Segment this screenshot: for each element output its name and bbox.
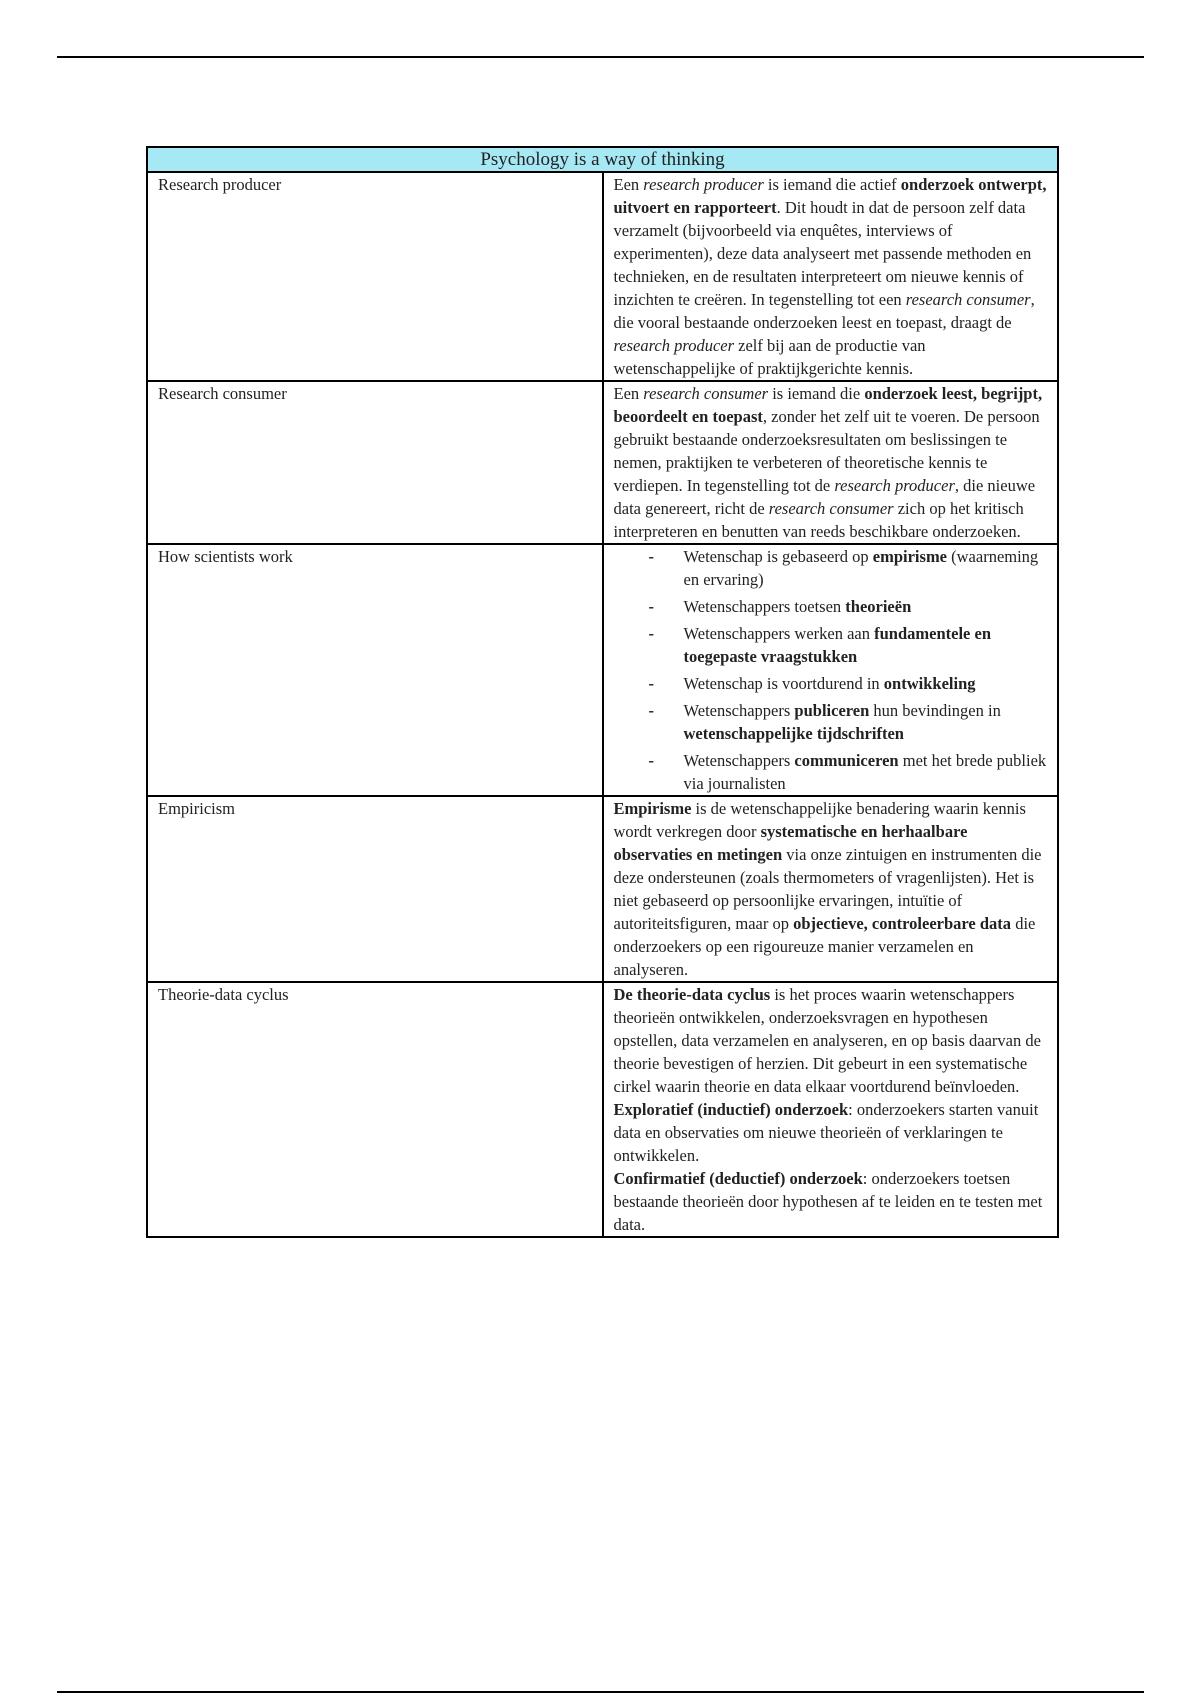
text-run: Een: [613, 384, 644, 403]
bold-term: theorieën: [845, 597, 912, 616]
text-run: met het brede publiek via journalisten: [683, 751, 1047, 793]
italic-term: research consumer: [768, 499, 894, 518]
text-run: Wetenschap is voortdurend in: [683, 674, 884, 693]
bullet-marker: -: [648, 624, 654, 643]
paragraph: [614, 983, 1048, 1098]
bullet-marker: -: [648, 751, 654, 770]
list-item-text: [684, 624, 992, 666]
list-item-text: [684, 597, 912, 616]
text-run: : onderzoekers starten vanuit data en observaties om nieuwe theorieën of verklaringen te ontwikkelen.: [613, 1100, 1039, 1165]
bold-term: systematische en herhaalbare observaties en metingen: [613, 822, 968, 864]
row-label: Research producer: [147, 172, 603, 381]
bullet-marker: -: [648, 701, 654, 720]
text-run: zich op het kritisch interpreteren en benutten van reeds beschikbare onderzoeken.: [613, 499, 1024, 541]
text-run: Wetenschappers: [683, 701, 795, 720]
definitions-table: [146, 146, 1059, 1238]
bullet-list: [614, 545, 1048, 795]
italic-term: research consumer: [905, 290, 1031, 309]
bold-term: Exploratief (inductief) onderzoek: [613, 1100, 849, 1119]
paragraph: [614, 1098, 1048, 1167]
table-title: Psychology is a way of thinking: [147, 147, 1058, 172]
list-item: [648, 545, 1048, 591]
bullet-marker: -: [648, 597, 654, 616]
list-item: [648, 699, 1048, 745]
text-run: , die nieuwe data genereert, richt de: [613, 476, 1036, 518]
row-label: Theorie-data cyclus: [147, 982, 603, 1237]
paragraph: [614, 797, 1048, 981]
bullet-marker: -: [648, 674, 654, 693]
bold-term: onderzoek leest, begrijpt, beoordeelt en toepast: [613, 384, 1043, 426]
text-run: Wetenschappers toetsen: [683, 597, 846, 616]
list-item: [648, 622, 1048, 668]
text-run: Een: [613, 175, 644, 194]
table-row: [147, 796, 1058, 982]
text-run: (waarneming en ervaring): [683, 547, 1039, 589]
text-run: , zonder het zelf uit te voeren. De persoon gebruikt bestaande onderzoeksresultaten om beslissingen te nemen, praktijken te verbeteren of theoretische kennis te verdiepen. In tegenstelling tot de: [613, 407, 1040, 495]
row-label: How scientists work: [147, 544, 603, 796]
text-run: Wetenschappers werken aan: [683, 624, 875, 643]
bold-term: publiceren: [794, 701, 870, 720]
list-item-text: [684, 751, 1047, 793]
row-content: [603, 544, 1059, 796]
text-run: die onderzoekers op een rigoureuze manier verzamelen en analyseren.: [613, 914, 1036, 979]
table-title-row: [147, 147, 1058, 172]
table-row: [147, 381, 1058, 544]
list-item-text: [684, 701, 1001, 743]
text-run: is iemand die: [768, 384, 865, 403]
list-item: [648, 749, 1048, 795]
text-run: hun bevindingen in: [869, 701, 1001, 720]
text-run: : onderzoekers toetsen bestaande theorieën door hypothesen af te leiden en te testen met data.: [613, 1169, 1043, 1234]
list-item: [648, 672, 1048, 695]
paragraph: [614, 173, 1048, 380]
bold-term: empirisme: [872, 547, 948, 566]
bold-term: objectieve, controleerbare data: [793, 914, 1012, 933]
italic-term: research producer: [643, 175, 764, 194]
bold-term: Empirisme: [613, 799, 692, 818]
header-rule: [57, 56, 1144, 58]
text-run: Wetenschappers: [683, 751, 795, 770]
bold-term: Confirmatief (deductief) onderzoek: [613, 1169, 863, 1188]
bold-term: onderzoek ontwerpt, uitvoert en rapporteert: [613, 175, 1047, 217]
list-item-text: [684, 674, 976, 693]
bullet-marker: -: [648, 547, 654, 566]
footer-rule: [57, 1691, 1144, 1693]
row-content: [603, 796, 1059, 982]
bold-term: wetenschappelijke tijdschriften: [683, 724, 904, 743]
italic-term: research producer: [613, 336, 735, 355]
table-row: [147, 172, 1058, 381]
row-label: Research consumer: [147, 381, 603, 544]
table-row: [147, 544, 1058, 796]
table-row: [147, 982, 1058, 1237]
paragraph: [614, 382, 1048, 543]
text-run: zelf bij aan de productie van wetenschappelijke of praktijkgerichte kennis.: [613, 336, 926, 378]
text-run: , die vooral bestaande onderzoeken leest en toepast, draagt de: [613, 290, 1035, 332]
italic-term: research producer: [834, 476, 955, 495]
bold-term: ontwikkeling: [883, 674, 976, 693]
row-content: [603, 381, 1059, 544]
row-content: [603, 982, 1059, 1237]
text-run: via onze zintuigen en instrumenten die deze ondersteunen (zoals thermometers of vragenlijsten). Het is niet gebaseerd op persoonlijke ervaringen, intuïtie of autoriteitsfiguren, maar op: [613, 845, 1042, 933]
bold-term: communiceren: [794, 751, 899, 770]
italic-term: research consumer: [643, 384, 769, 403]
bold-term: De theorie-data cyclus: [613, 985, 771, 1004]
row-content: [603, 172, 1059, 381]
text-run: is het proces waarin wetenschappers theorieën ontwikkelen, onderzoeksvragen en hypothesen opstellen, data verzamelen en analyseren, en op basis daarvan de theorie bevestigen of herzien. Dit gebeurt in een systematische cirkel waarin theorie en data elkaar voortdurend beïnvloeden.: [613, 985, 1041, 1096]
list-item: [648, 595, 1048, 618]
text-run: Wetenschap is gebaseerd op: [683, 547, 873, 566]
text-run: . Dit houdt in dat de persoon zelf data verzamelt (bijvoorbeeld via enquêtes, interviews of experimenten), deze data analyseert met passende methoden en technieken, en de resultaten interpreteert om nieuwe kennis of inzichten te creëren. In tegenstelling tot een: [613, 198, 1032, 309]
paragraph: [614, 1167, 1048, 1236]
text-run: is de wetenschappelijke benadering waarin kennis wordt verkregen door: [613, 799, 1026, 841]
text-run: is iemand die actief: [763, 175, 901, 194]
list-item-text: [684, 547, 1039, 589]
bold-term: fundamentele en toegepaste vraagstukken: [683, 624, 991, 666]
row-label: Empiricism: [147, 796, 603, 982]
